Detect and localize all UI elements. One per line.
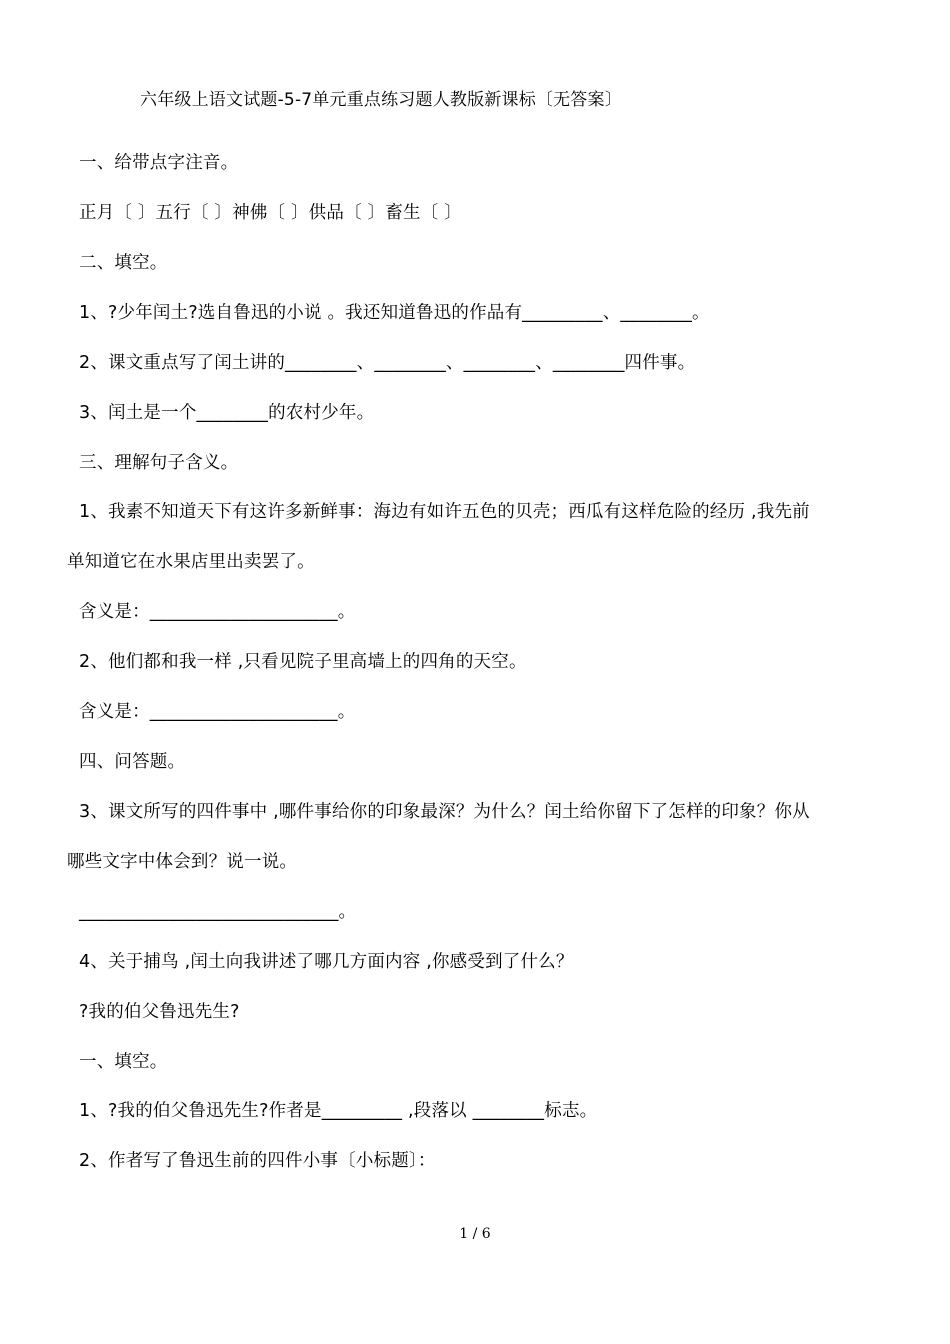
answer-line: _____________________________。 bbox=[79, 902, 357, 922]
document-title: 六年级上语文试题-5-7单元重点练习题人教版新课标〔无答案〕 bbox=[140, 90, 622, 110]
text-line: 哪些文字中体会到？说一说。 bbox=[67, 852, 298, 872]
text-line: 单知道它在水果店里出卖罢了。 bbox=[67, 552, 315, 572]
section-heading-2: 二、填空。 bbox=[79, 253, 168, 273]
section-heading-1: 一、给带点字注音。 bbox=[79, 153, 239, 173]
text-line: 1、我素不知道天下有这许多新鲜事：海边有如许五色的贝壳；西瓜有这样危险的经历 ,我先前 bbox=[79, 502, 810, 522]
page-number: 1 / 6 bbox=[459, 1226, 491, 1242]
text-line: 2、他们都和我一样 ,只看见院子里高墙上的四角的天空。 bbox=[79, 652, 527, 672]
text-line: 3、闰土是一个________的农村少年。 bbox=[79, 403, 375, 423]
text-line: 1、?少年闰土?选自鲁迅的小说 。我还知道鲁迅的作品有_________、________。 bbox=[79, 303, 710, 323]
text-line: 3、课文所写的四件事中 ,哪件事给你的印象最深？为什么？闰土给你留下了怎样的印象？你从 bbox=[79, 802, 810, 822]
text-line: 2、作者写了鲁迅生前的四件小事〔小标题〕： bbox=[79, 1151, 436, 1171]
text-line: 1、?我的伯父鲁迅先生?作者是_________ ,段落以 ________标志。 bbox=[79, 1101, 598, 1121]
text-line: 含义是：_____________________。 bbox=[79, 702, 356, 722]
section-heading-3: 三、理解句子含义。 bbox=[79, 453, 239, 473]
text-line: 2、课文重点写了闰土讲的________、________、________、________四件事。 bbox=[79, 353, 696, 373]
text-line: 含义是：_____________________。 bbox=[79, 602, 356, 622]
text-line: 正月〔 〕五行〔 〕神佛〔 〕供品〔 〕畜生〔 〕 bbox=[79, 203, 462, 223]
section-heading-4: 四、问答题。 bbox=[79, 752, 186, 772]
section-heading-5: 一、填空。 bbox=[79, 1052, 168, 1072]
lesson-title: ?我的伯父鲁迅先生? bbox=[79, 1002, 240, 1022]
text-line: 4、关于捕鸟 ,闰土向我讲述了哪几方面内容 ,你感受到了什么？ bbox=[79, 952, 574, 972]
